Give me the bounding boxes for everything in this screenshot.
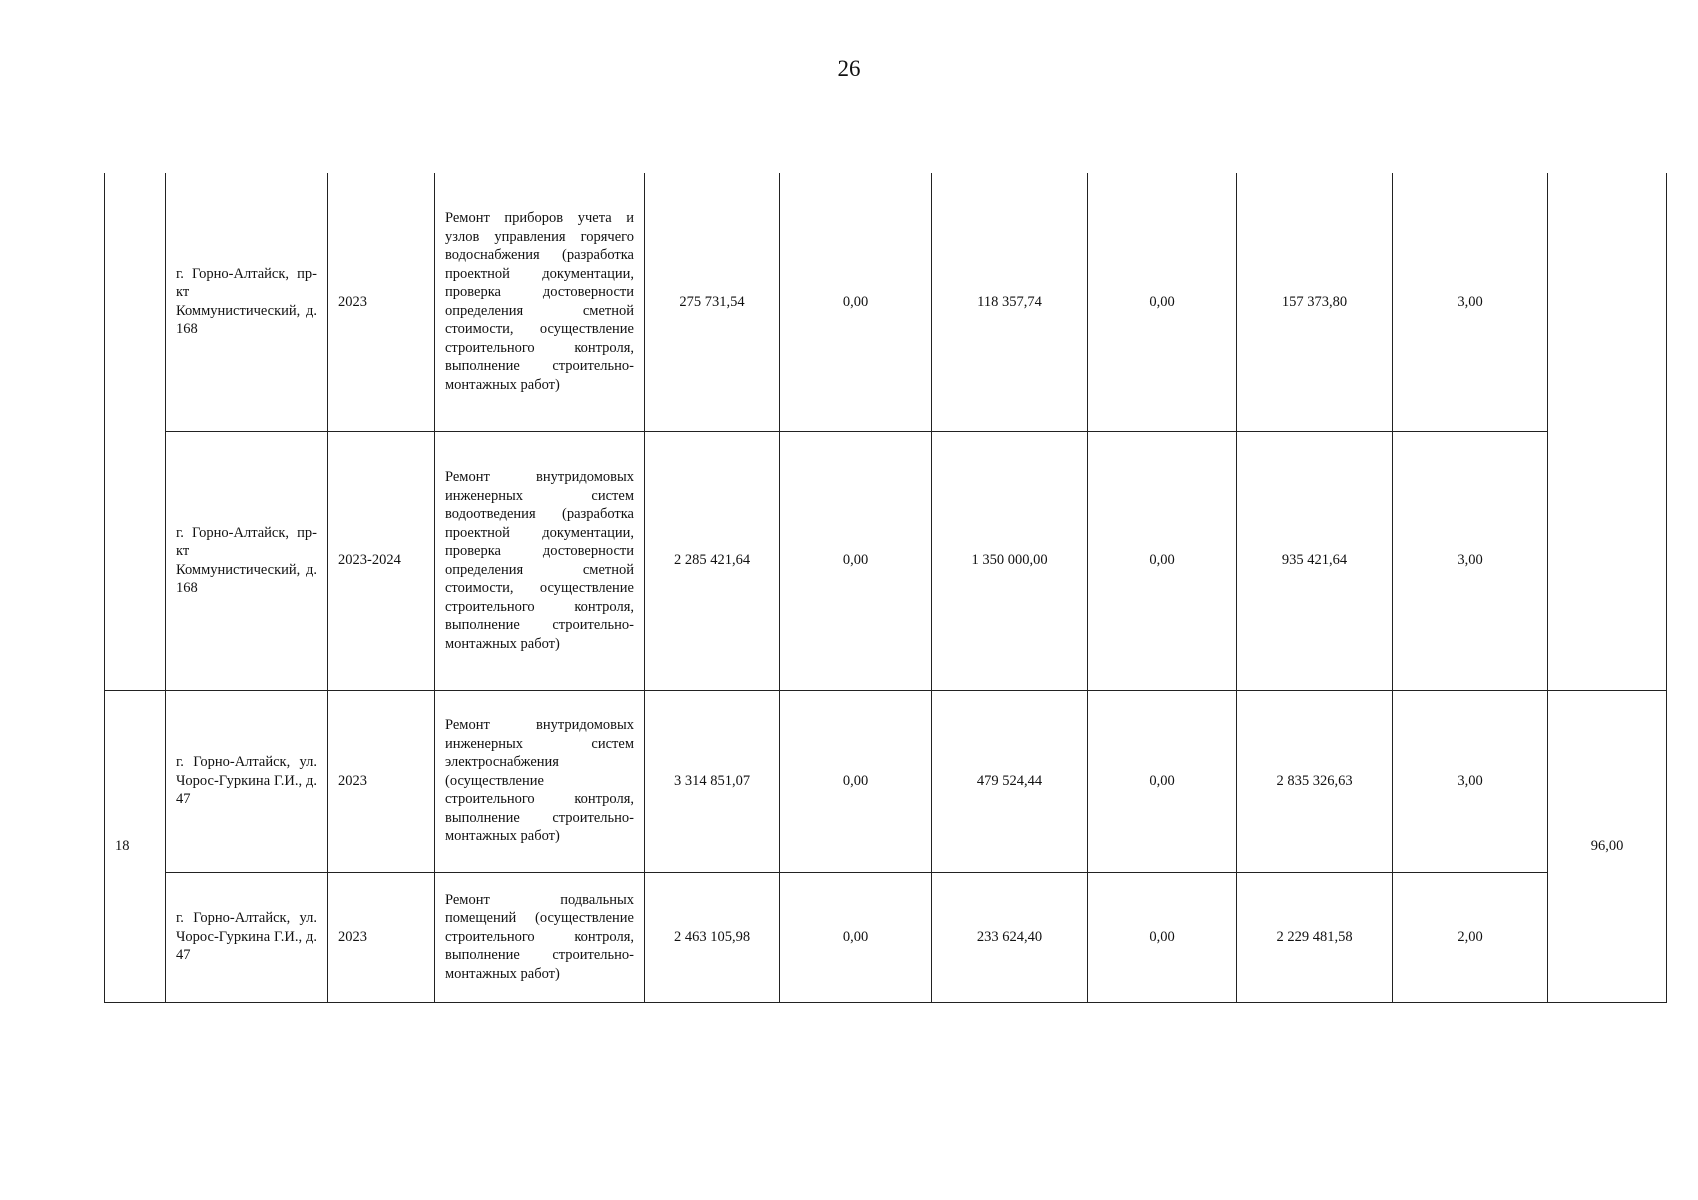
table-row	[105, 173, 1667, 431]
work-type-cell: Ремонт подвальных помещений (осуществление строительного контроля, выполнение строительно-монтажных работ)	[435, 872, 645, 1002]
funding-c-cell: 0,00	[1088, 173, 1237, 431]
funding-b-cell: 118 357,74	[932, 173, 1088, 431]
rate-cell: 3,00	[1393, 431, 1548, 690]
total-cost-cell: 3 314 851,07	[645, 690, 780, 872]
funding-a-cell: 0,00	[780, 431, 932, 690]
funding-b-cell: 1 350 000,00	[932, 431, 1088, 690]
table-row	[105, 690, 1667, 872]
funding-d-cell: 2 229 481,58	[1237, 872, 1393, 1002]
funding-c-cell: 0,00	[1088, 872, 1237, 1002]
funding-a-cell: 0,00	[780, 173, 932, 431]
total-cost-cell: 2 285 421,64	[645, 431, 780, 690]
work-type-cell: Ремонт внутридомовых инженерных систем водоотведения (разработка проектной документации, проверка достоверности определения сметной стоимости, осуществление строительного контроля, выполнение строительно-монтажных работ)	[435, 431, 645, 690]
address-cell: г. Горно-Алтайск, ул. Чорос-Гуркина Г.И., д. 47	[166, 872, 328, 1002]
funding-c-cell: 0,00	[1088, 431, 1237, 690]
period-cell: 2023-2024	[328, 431, 435, 690]
work-type-cell: Ремонт внутридомовых инженерных систем электроснабжения (осуществление строительного контроля, выполнение строительно-монтажных работ)	[435, 690, 645, 872]
funding-b-cell: 233 624,40	[932, 872, 1088, 1002]
total-cost-cell: 275 731,54	[645, 173, 780, 431]
page-number: 26	[837, 56, 861, 81]
work-type-cell: Ремонт приборов учета и узлов управления горячего водоснабжения (разработка проектной документации, проверка достоверности определения сметной стоимости, осуществление строительного контроля, выполнение строительно-монтажных работ)	[435, 173, 645, 431]
address-cell: г. Горно-Алтайск, пр-кт Коммунистический, д. 168	[166, 173, 328, 431]
table-row	[105, 872, 1667, 1002]
funding-d-cell: 935 421,64	[1237, 431, 1393, 690]
rate-cell: 3,00	[1393, 690, 1548, 872]
funding-a-cell: 0,00	[780, 872, 932, 1002]
group-sum-cell-empty	[1548, 173, 1667, 690]
funding-a-cell: 0,00	[780, 690, 932, 872]
address-cell: г. Горно-Алтайск, пр-кт Коммунистический, д. 168	[166, 431, 328, 690]
address-cell: г. Горно-Алтайск, ул. Чорос-Гуркина Г.И., д. 47	[166, 690, 328, 872]
row-number-cell: 18	[105, 690, 166, 1002]
period-cell: 2023	[328, 872, 435, 1002]
period-cell: 2023	[328, 690, 435, 872]
funding-c-cell: 0,00	[1088, 690, 1237, 872]
funding-d-cell: 2 835 326,63	[1237, 690, 1393, 872]
funding-b-cell: 479 524,44	[932, 690, 1088, 872]
group-sum-cell: 96,00	[1548, 690, 1667, 1002]
row-number-cell-empty	[105, 173, 166, 690]
table-row	[105, 431, 1667, 690]
rate-cell: 2,00	[1393, 872, 1548, 1002]
capital-repair-table	[104, 173, 1667, 1003]
period-cell: 2023	[328, 173, 435, 431]
total-cost-cell: 2 463 105,98	[645, 872, 780, 1002]
rate-cell: 3,00	[1393, 173, 1548, 431]
funding-d-cell: 157 373,80	[1237, 173, 1393, 431]
